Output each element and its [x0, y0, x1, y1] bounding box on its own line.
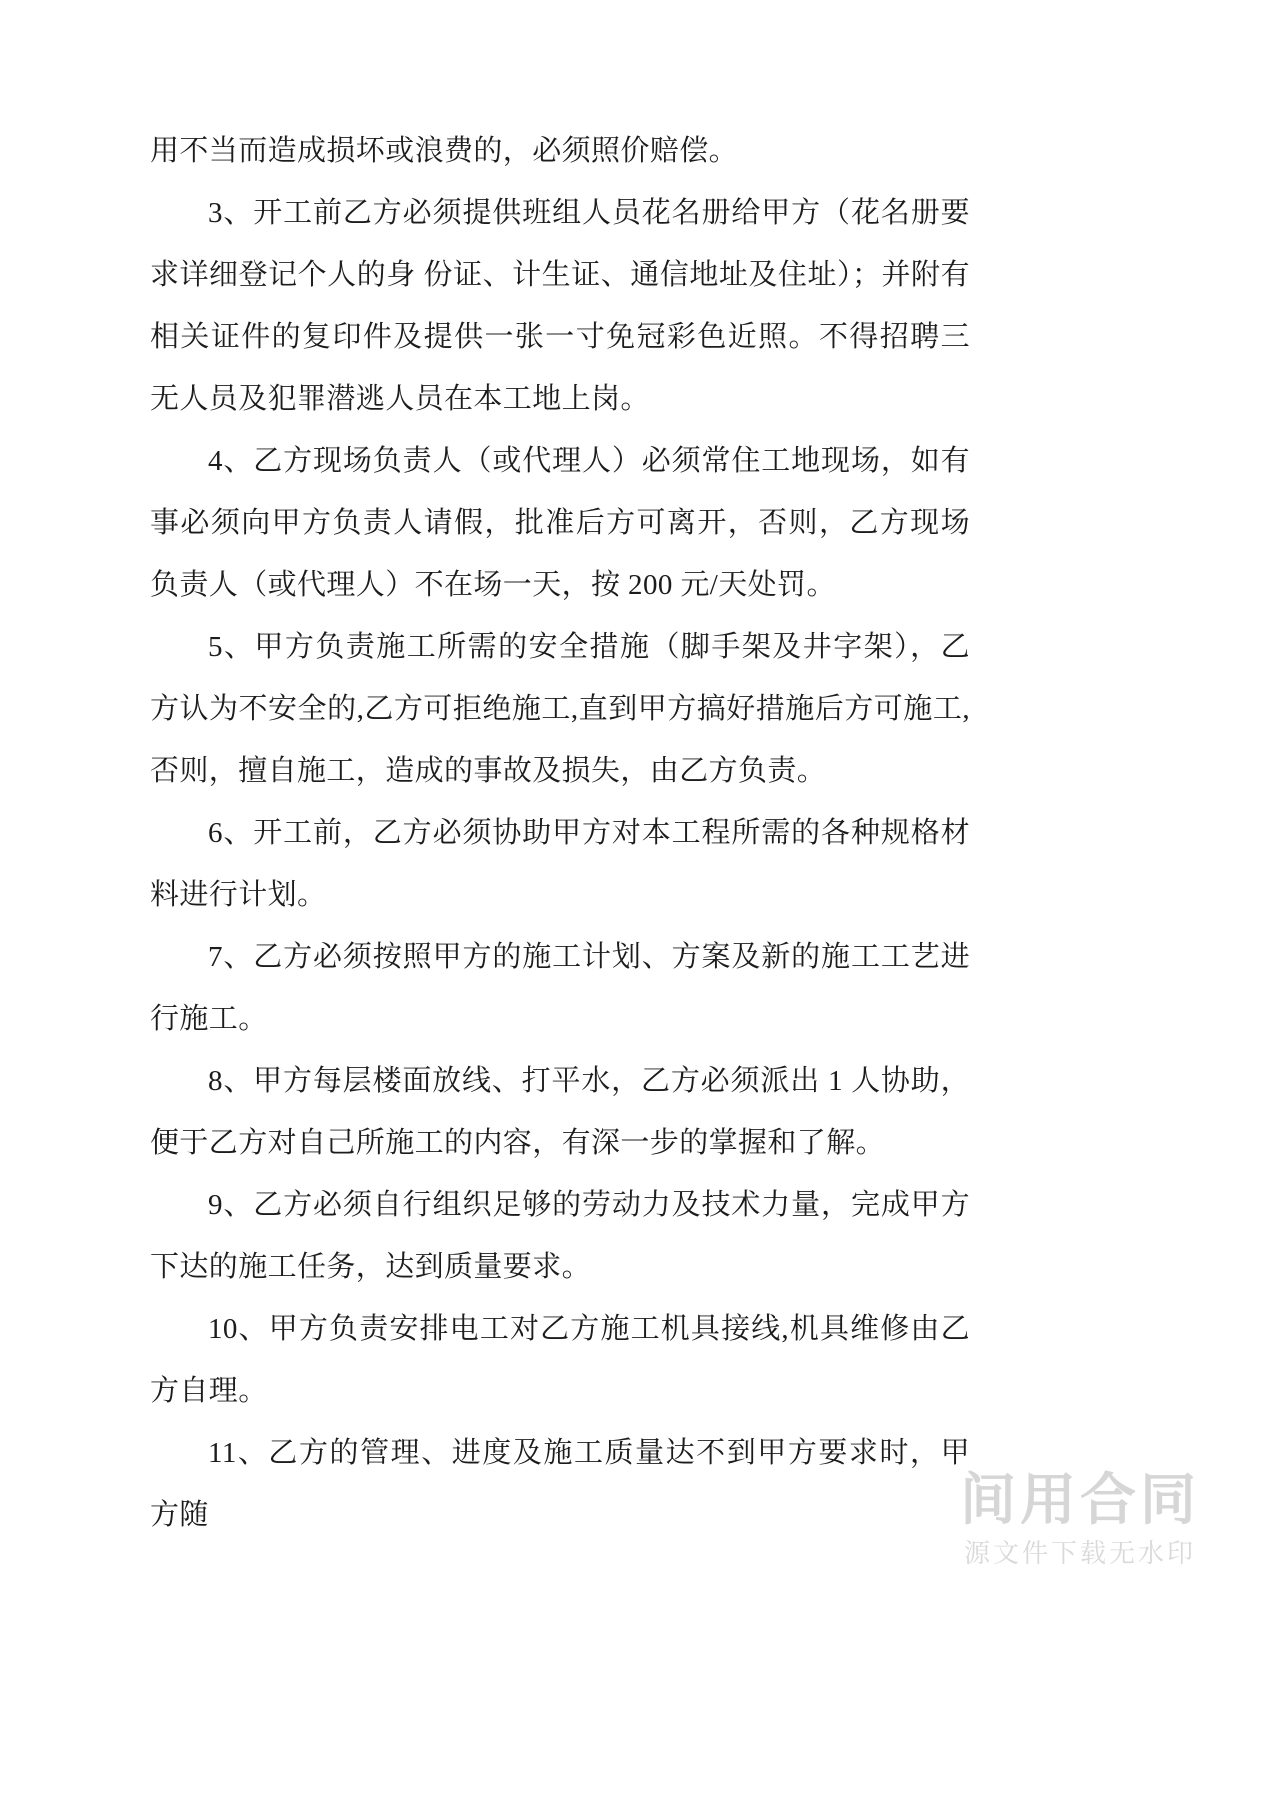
paragraph-item-7: 7、乙方必须按照甲方的施工计划、方案及新的施工工艺进行施工。	[150, 941, 970, 1035]
paragraph-continuation: 用不当而造成损坏或浪费的，必须照价赔偿。	[150, 135, 739, 167]
watermark-main-text: 间用合同	[960, 1468, 1200, 1531]
paragraph-item-11: 11、乙方的管理、进度及施工质量达不到甲方要求时，甲方随	[150, 1437, 970, 1531]
paragraph-item-9: 9、乙方必须自行组织足够的劳动力及技术力量，完成甲方下达的施工任务，达到质量要求。	[150, 1189, 970, 1283]
watermark-sub-text: 源文件下载无水印	[963, 1538, 1196, 1568]
paragraph-item-3: 3、开工前乙方必须提供班组人员花名册给甲方（花名册要求详细登记个人的身 份证、计生证、通信地址及住址）；并附有相关证件的复印件及提供一张一寸免冠彩色近照。不得招聘三无人员及犯罪潜逃人员在本工地上岗。	[150, 197, 970, 415]
paragraph-item-8: 8、甲方每层楼面放线、打平水，乙方必须派出 1 人协助，便于乙方对自己所施工的内容，有深一步的掌握和了解。	[150, 1065, 970, 1159]
paragraph-item-5: 5、甲方负责施工所需的安全措施（脚手架及井字架），乙方认为不安全的,乙方可拒绝施工,直到甲方搞好措施后方可施工,否则，擅自施工，造成的事故及损失，由乙方负责。	[150, 631, 970, 787]
paragraph-item-4: 4、乙方现场负责人（或代理人）必须常住工地现场，如有事必须向甲方负责人请假，批准后方可离开，否则，乙方现场负责人（或代理人）不在场一天，按 200 元/天处罚。	[150, 445, 970, 601]
paragraph-item-6: 6、开工前，乙方必须协助甲方对本工程所需的各种规格材料进行计划。	[150, 817, 970, 911]
document-text-body	[150, 120, 970, 1546]
paragraph-item-10: 10、甲方负责安排电工对乙方施工机具接线,机具维修由乙方自理。	[150, 1313, 970, 1407]
